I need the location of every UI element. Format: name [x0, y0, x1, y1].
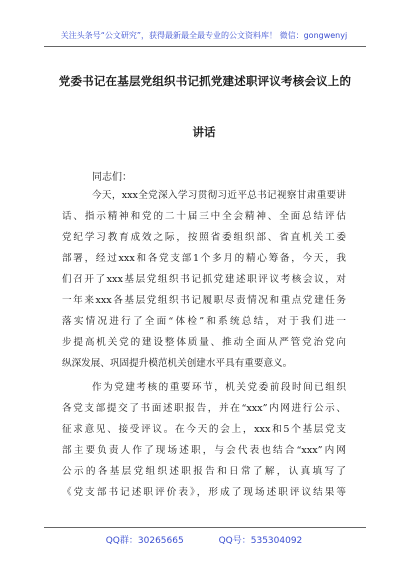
header-divider [44, 46, 366, 47]
footer-divider [44, 527, 366, 528]
body-line: 征求意见、接受评议。在今天的会上，xxx和5个基层党支 [62, 424, 346, 435]
footer [0, 533, 408, 546]
body-line: 落实情况进行了全面“体检”和系统总结，对于我们进一 [62, 316, 346, 327]
body-line: 部主要负责人作了现场述职，与会代表也结合“xxx”内网 [62, 445, 346, 456]
body-line: 步提高机关党的建设整体质量、推动全面从严管党治党向 [62, 337, 346, 348]
body-line: 党纪学习教育成效之际，按照省委组织部、省直机关工委 [62, 232, 346, 243]
body-line: 《党支部书记述职评价表》，形成了现场述职评议结果等 [62, 487, 346, 498]
body-line: 纵深发展、巩固提升模范机关创建水平具有重要意义。 [62, 358, 293, 369]
footer-qq-number: QQ号：535304092 [218, 536, 303, 546]
salutation: 同志们： [92, 172, 132, 183]
body-line: 部署，经过xxx和各党支部1个多月的精心筹备，今天，我 [62, 253, 346, 264]
header-banner: 关注头条号“公文研究”，获得最新最全最专业的公文资料库！ 微信：gongwenyj [60, 31, 348, 40]
body-line: 们召开了xxx基层党组织书记抓党建述职评议考核会议，对 [62, 274, 346, 285]
body-line: 话、指示精神和党的二十届三中全会精神、全面总结评估 [62, 211, 346, 222]
body-line: 作为党建考核的重要环节，机关党委前段时间已组织 [92, 382, 346, 393]
body-line: 今天，xxx全党深入学习贯彻习近平总书记视察甘肃重要讲 [92, 190, 346, 201]
body-line: 公示的各基层党组织述职报告和日常了解，认真填写了 [62, 466, 346, 477]
document-title: 党委书记在基层党组织书记抓党建述职评议考核会议上的 [58, 74, 352, 88]
footer-qq-group: QQ群：30265665 [105, 536, 184, 546]
document-subtitle: 讲话 [192, 125, 216, 139]
body-line: 一年来xxx各基层党组织书记履职尽责情况和重点党建任务 [62, 295, 346, 306]
body-line: 各党支部提交了书面述职报告，并在“xxx”内网进行公示、 [62, 403, 346, 414]
